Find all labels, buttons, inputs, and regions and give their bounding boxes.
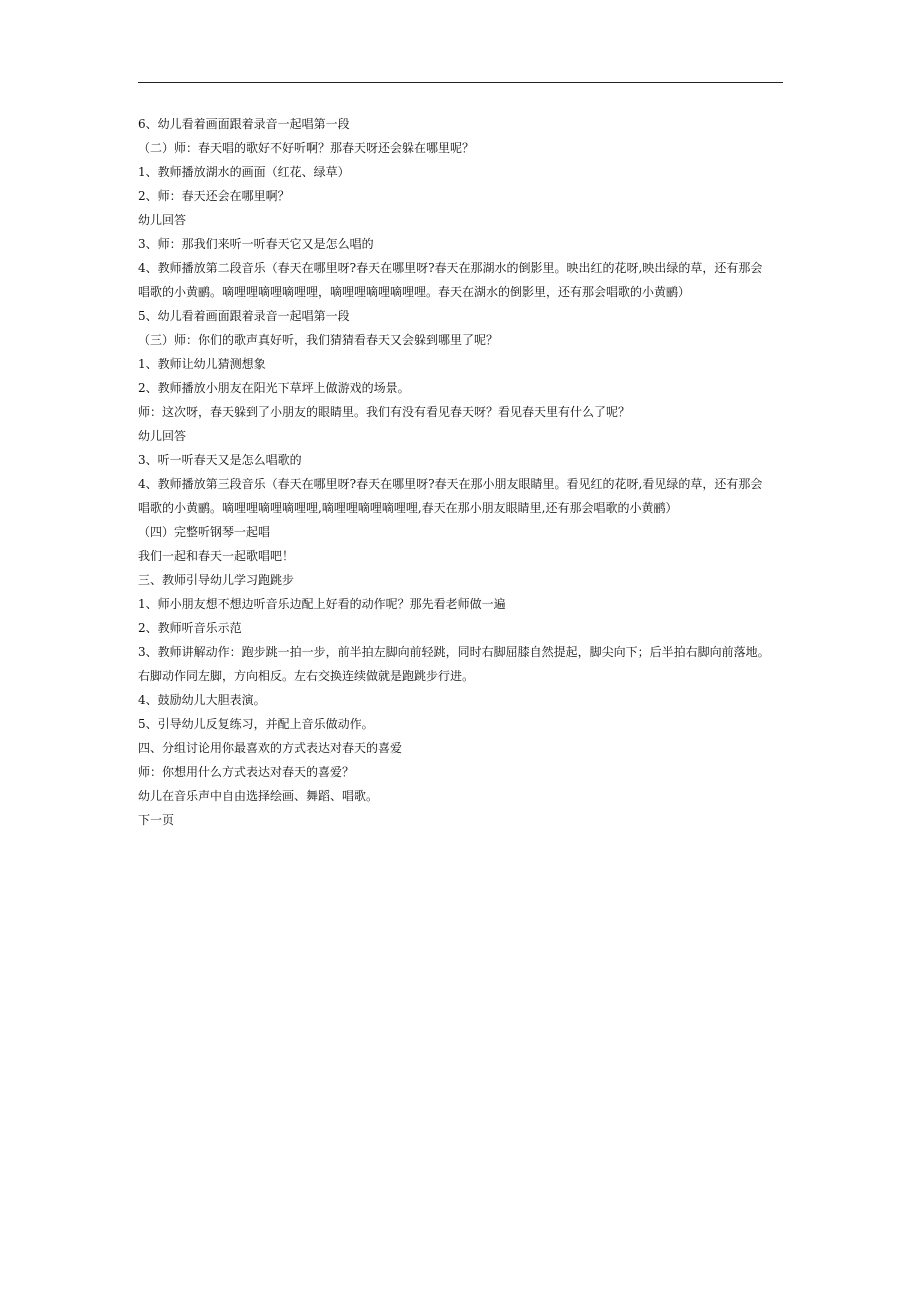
text-line: 师：你想用什么方式表达对春天的喜爱？ xyxy=(138,765,355,779)
section-heading: 三、教师引导幼儿学习跑跳步 xyxy=(138,573,295,587)
text-line: 4、鼓励幼儿大胆表演。 xyxy=(138,693,266,707)
text-line: 6、幼儿看着画面跟着录音一起唱第一段 xyxy=(138,117,350,131)
text-line: 师：这次呀，春天躲到了小朋友的眼睛里。我们有没有看见春天呀？看见春天里有什么了呢？ xyxy=(138,405,631,419)
text-line: 3、听一听春天又是怎么唱歌的 xyxy=(138,453,302,467)
text-line: 2、教师播放小朋友在阳光下草坪上做游戏的场景。 xyxy=(138,381,410,395)
text-line: 3、教师讲解动作：跑步跳一拍一步，前半拍左脚向前轻跳，同时右脚屈膝自然提起，脚尖向下；后半拍右脚向前落地。 xyxy=(138,645,770,659)
section-heading: （四）完整听钢琴一起唱 xyxy=(138,525,271,539)
text-line: 1、教师播放湖水的画面（红花、绿草） xyxy=(138,165,350,179)
text-line: 幼儿回答 xyxy=(138,429,187,443)
text-line: 4、教师播放第三段音乐（春天在哪里呀?春天在哪里呀?春天在那小朋友眼睛里。看见红的花呀,看见绿的草，还有那会 xyxy=(138,477,763,491)
text-line: 5、幼儿看着画面跟着录音一起唱第一段 xyxy=(138,309,350,323)
text-line: 我们一起和春天一起歌唱吧！ xyxy=(138,549,295,563)
text-line: 4、教师播放第二段音乐（春天在哪里呀?春天在哪里呀?春天在那湖水的倒影里。映出红的花呀,映出绿的草，还有那会 xyxy=(138,261,763,275)
text-line: 2、师：春天还会在哪里啊？ xyxy=(138,189,290,203)
section-heading: （二）师：春天唱的歌好不好听啊？那春天呀还会躲在哪里呢？ xyxy=(138,141,475,155)
section-heading: （三）师：你们的歌声真好听，我们猜猜看春天又会躲到哪里了呢？ xyxy=(138,333,499,347)
text-line: 1、师小朋友想不想边听音乐边配上好看的动作呢？那先看老师做一遍 xyxy=(138,597,506,611)
text-line: 唱歌的小黄鹂。嘀哩哩嘀哩嘀哩哩，嘀哩哩嘀哩嘀哩哩。春天在湖水的倒影里，还有那会唱歌的小黄鹂） xyxy=(138,285,691,299)
text-line: 3、师：那我们来听一听春天它又是怎么唱的 xyxy=(138,237,374,251)
text-line: 右脚动作同左脚，方向相反。左右交换连续做就是跑跳步行进。 xyxy=(138,669,475,683)
document-body xyxy=(138,112,798,832)
text-line: 5、引导幼儿反复练习，并配上音乐做动作。 xyxy=(138,717,374,731)
section-heading: 四、分组讨论用你最喜欢的方式表达对春天的喜爱 xyxy=(138,741,403,755)
text-line: 幼儿在音乐声中自由选择绘画、舞蹈、唱歌。 xyxy=(138,789,379,803)
text-line: 2、教师听音乐示范 xyxy=(138,621,242,635)
next-page-link[interactable]: 下一页 xyxy=(138,813,175,827)
text-line: 幼儿回答 xyxy=(138,213,187,227)
text-line: 1、教师让幼儿猜测想象 xyxy=(138,357,266,371)
text-line: 唱歌的小黄鹂。嘀哩哩嘀哩嘀哩哩,嘀哩哩嘀哩嘀哩哩,春天在那小朋友眼睛里,还有那会唱歌的小黄鹂） xyxy=(138,501,678,515)
header-rule xyxy=(138,82,783,83)
